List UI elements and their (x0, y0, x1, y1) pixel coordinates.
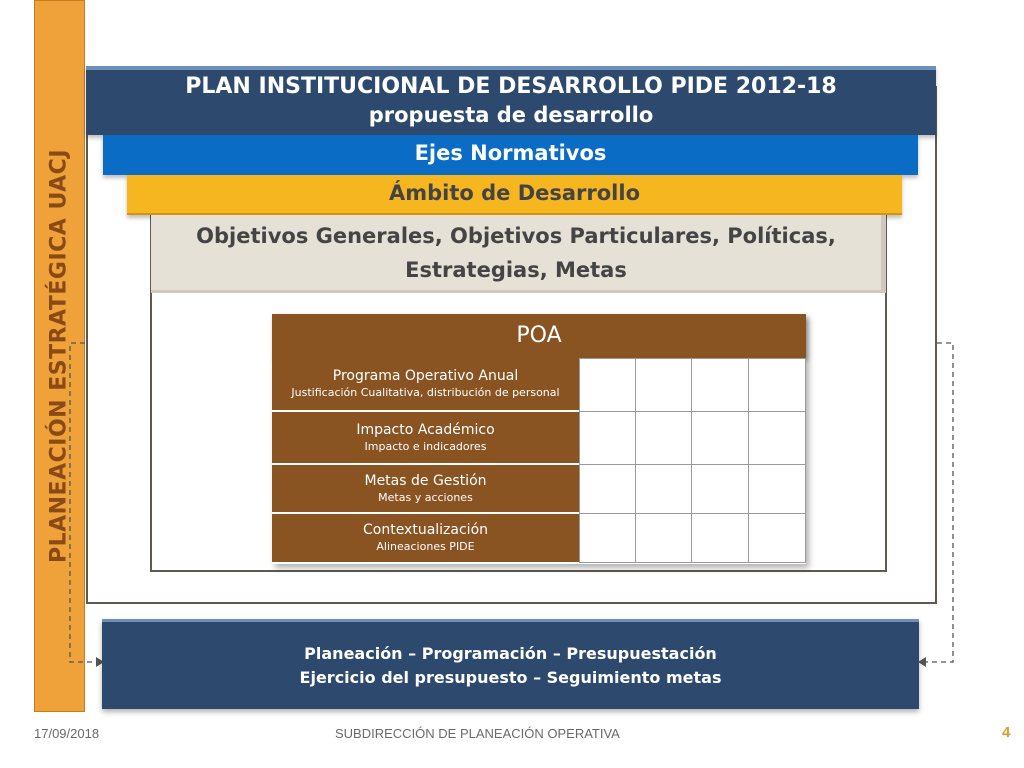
poa-row-title: Contextualización (362, 522, 489, 538)
poa-cell (579, 411, 636, 465)
objetivos-bar (151, 215, 886, 293)
ejes-normativos-bar: Ejes Normativos (103, 135, 918, 175)
footer-date: 17/09/2018 (34, 726, 100, 741)
poa-cell (748, 358, 806, 412)
poa-cell (691, 464, 749, 514)
poa-cell (748, 464, 806, 514)
poa-row-subtitle: Impacto e indicadores (364, 439, 487, 453)
right-arrowhead (918, 657, 926, 667)
poa-cell (635, 464, 692, 514)
footer-department: SUBDIRECCIÓN DE PLANEACIÓN OPERATIVA (335, 726, 620, 741)
poa-row-metas (272, 465, 579, 514)
poa-row-title: Metas de Gestión (364, 472, 487, 489)
bottom-line1: Planeación – Programación – Presupuestación (304, 644, 717, 663)
poa-cell (748, 513, 806, 563)
poa-cell (579, 358, 636, 412)
poa-cell (579, 513, 636, 563)
pide-title: PLAN INSTITUCIONAL DE DESARROLLO PIDE 2012-18 (185, 74, 837, 99)
poa-cell (635, 411, 692, 465)
objetivos-line1: Objetivos Generales, Objetivos Particulares, Políticas, (196, 224, 836, 248)
poa-cell (691, 411, 749, 465)
poa-cell (691, 358, 749, 412)
planeacion-bottom-bar (102, 619, 919, 709)
poa-row-contextualizacion (272, 514, 579, 562)
poa-row-subtitle: Metas y acciones (378, 490, 473, 504)
poa-row-programa (272, 358, 579, 412)
poa-row-subtitle: Alineaciones PIDE (376, 540, 475, 553)
objetivos-line2: Estrategias, Metas (405, 258, 627, 282)
poa-header: POA (272, 314, 806, 358)
poa-row-title: Programa Operativo Anual (332, 368, 519, 384)
poa-row-title: Impacto Académico (356, 421, 495, 438)
bottom-line2: Ejercicio del presupuesto – Seguimiento metas (299, 668, 722, 687)
side-label: PLANEACIÓN ESTRATÉGICA UACJ (46, 148, 72, 564)
page-number: 4 (1002, 724, 1011, 741)
poa-cell (635, 358, 692, 412)
poa-row-subtitle: Justificación Cualitativa, distribución de personal (291, 386, 560, 399)
poa-cell (579, 464, 636, 514)
poa-cell (691, 513, 749, 563)
poa-cell (635, 513, 692, 563)
poa-row-impacto (272, 412, 579, 465)
ambito-desarrollo-bar: Ámbito de Desarrollo (127, 175, 902, 215)
pide-header (86, 66, 936, 135)
poa-cell (748, 411, 806, 465)
pide-subtitle: propuesta de desarrollo (368, 103, 654, 127)
